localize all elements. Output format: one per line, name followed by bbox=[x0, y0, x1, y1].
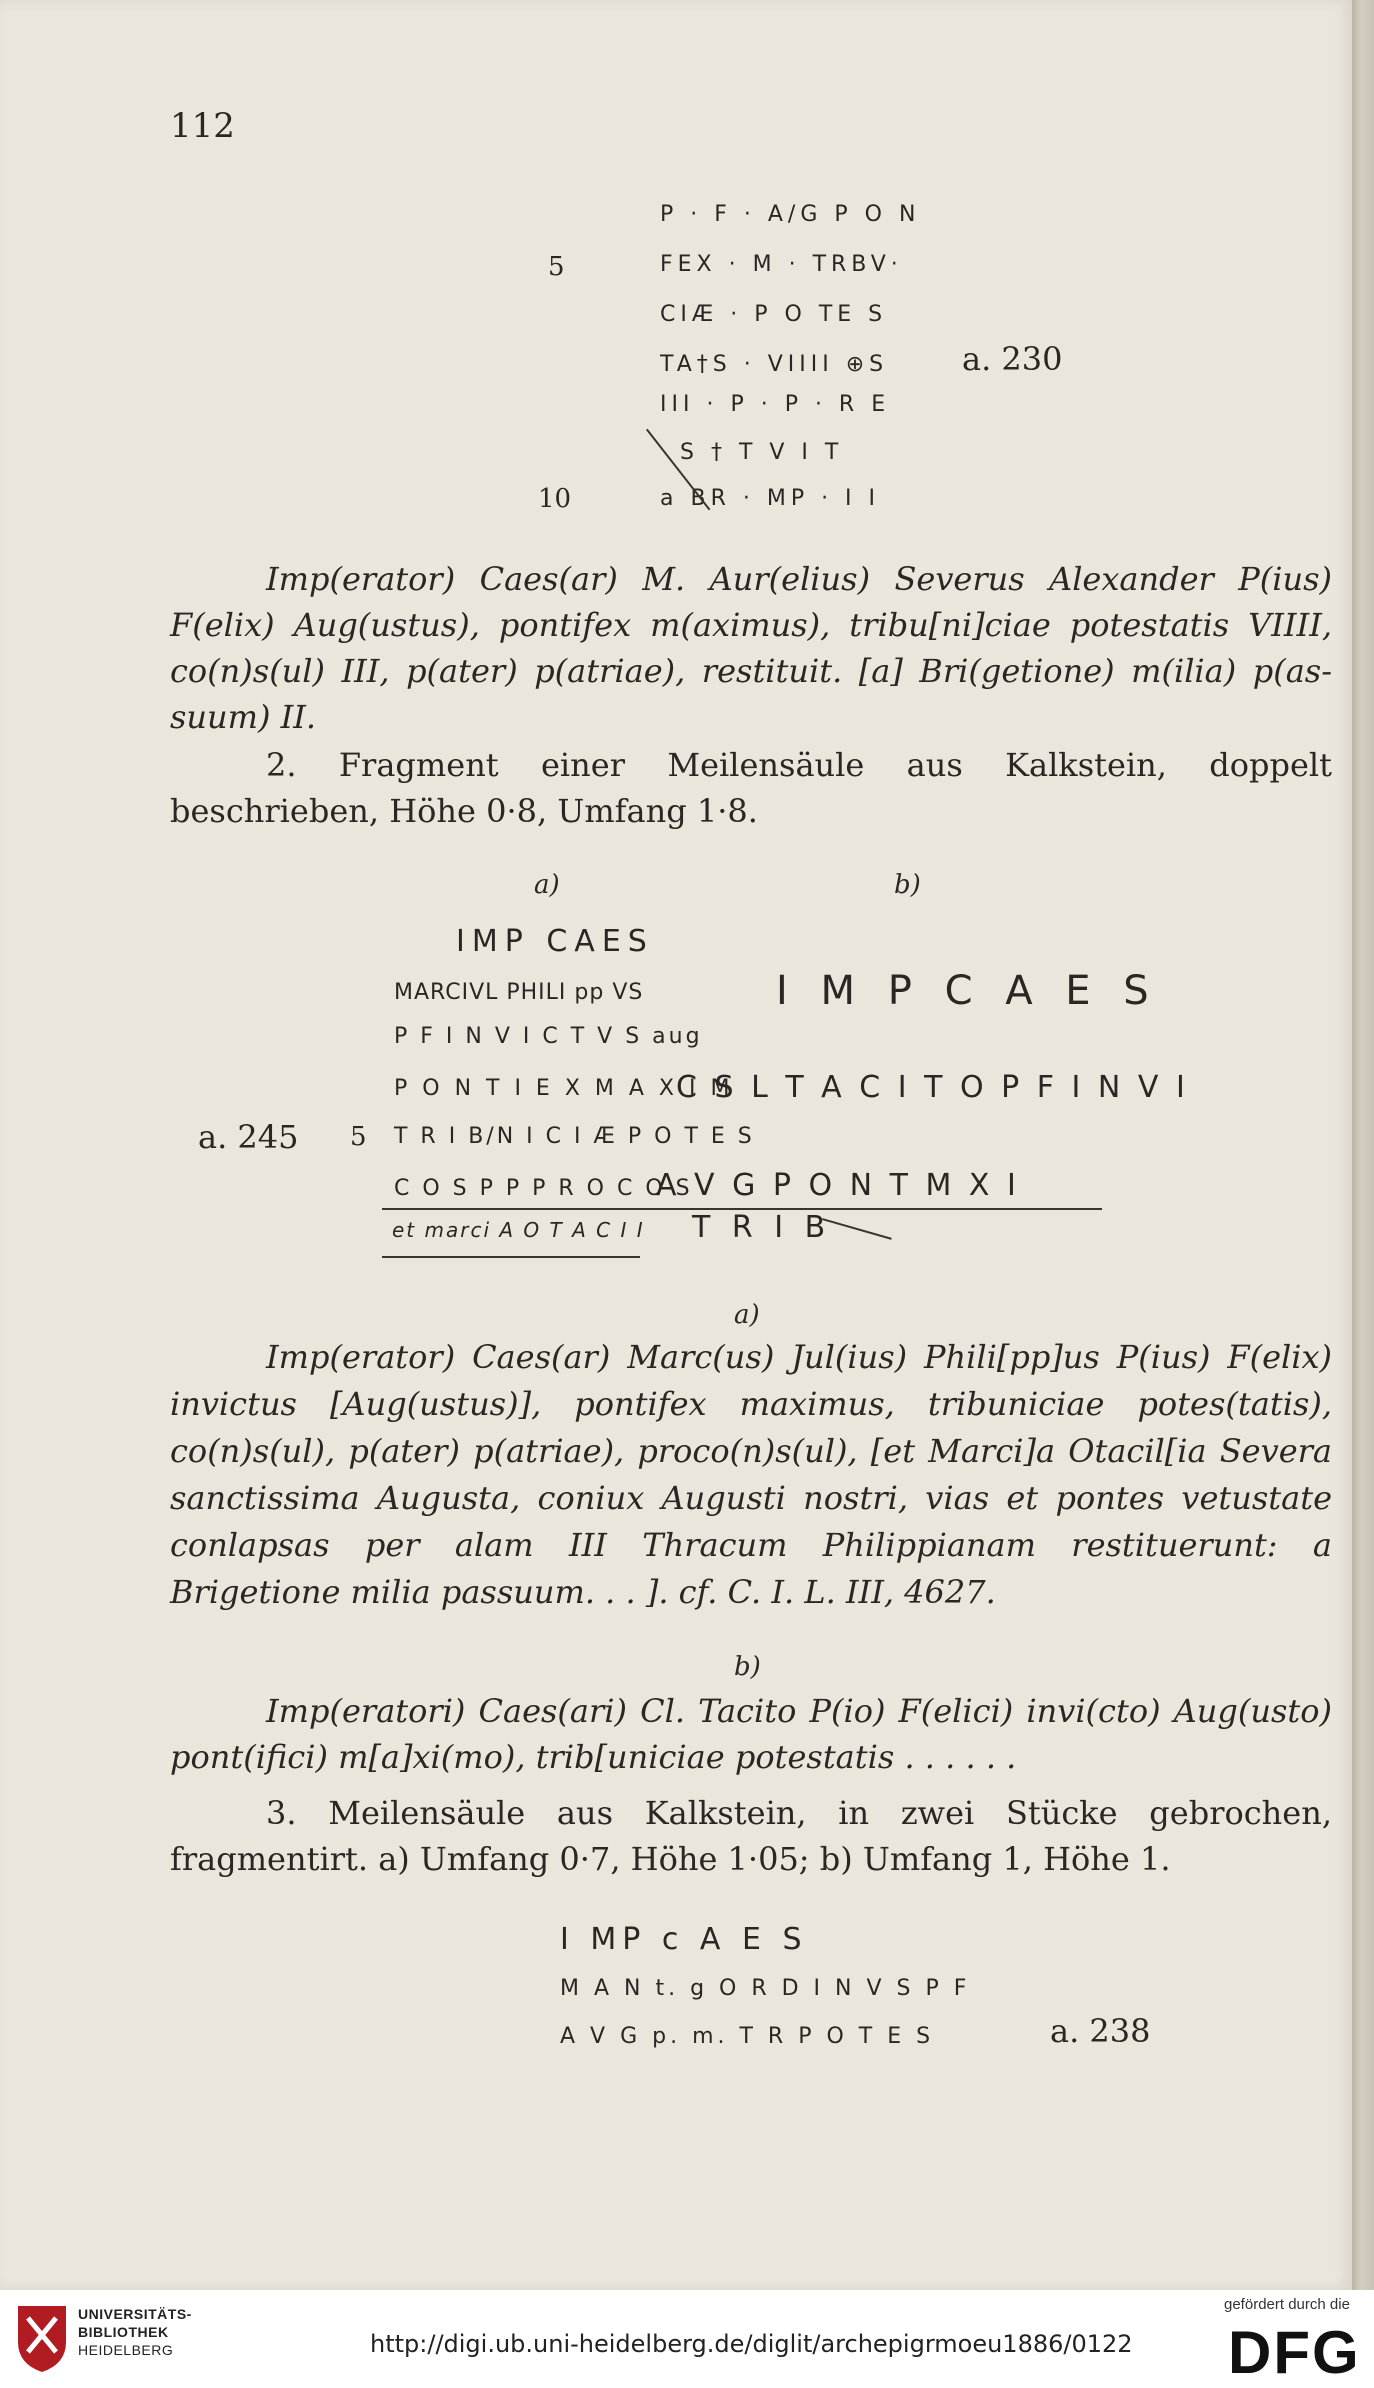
insc3-line: I MP c A E S bbox=[560, 1922, 808, 1957]
insc1-line: P · F · A/G P O N bbox=[660, 202, 921, 227]
insc2-underline bbox=[382, 1256, 640, 1258]
page-number: 112 bbox=[170, 106, 235, 146]
insc2a-line: IMP CAES bbox=[456, 924, 654, 959]
insc2b-line: T R I B bbox=[692, 1210, 832, 1245]
insc2a-line: P F I N V I C T V S aug bbox=[394, 1024, 703, 1049]
paragraph-transcription-2b: Imp(eratori) Caes(ari) Cl. Tacito P(io) F(elici) invi(cto) Aug(usto) pont(ifici) m[a]xi(mo), trib[uniciae potestatis . . . . . . bbox=[170, 1692, 1332, 1776]
insc1-line: CIÆ · P O TE S bbox=[660, 302, 888, 327]
paragraph-transcription-2a: Imp(erator) Caes(ar) Marc(us) Jul(ius) Phili[pp]us P(ius) F(elix) invictus [Aug(ustus)], pontifex maximus, tribuniciae potes(tatis), co(n)s(ul), p(ater) p(atriae), proco(n)s(ul), [et Marci]a Otacil[ia Severa sanctissima Augusta, coniux Augusti nostri, vias et pontes vetustate conlapsas per alam III Thracum Philippianam restituerunt: a Brigetione milia passuum. . . ]. cf. C. I. L. III, 4627. bbox=[170, 1338, 1332, 1611]
insc1-line-number: 10 bbox=[538, 484, 572, 514]
insc1-date: a. 230 bbox=[962, 340, 1063, 378]
insc1-line: III · P · P · R E bbox=[660, 392, 891, 417]
insc2b-line: C S L T A C I T O P F I N V I bbox=[676, 1070, 1189, 1105]
insc1-line: FEX · M · TRBV· bbox=[660, 252, 903, 277]
paragraph-description-3: 3. Meilensäule aus Kalkstein, in zwei Stücke gebrochen, fragmentirt. a) Umfang 0·7, Höhe 1·05; b) Umfang 1, Höhe 1. bbox=[170, 1794, 1332, 1878]
library-name-line: BIBLIOTHEK bbox=[78, 2324, 169, 2340]
insc2-line-number: 5 bbox=[350, 1122, 367, 1152]
label-a: a) bbox=[534, 870, 560, 900]
insc1-line: S † T V I T bbox=[680, 440, 844, 465]
insc2a-line: et marci A O T A C I I bbox=[392, 1218, 645, 1242]
paragraph-description-2: 2. Fragment einer Meilensäule aus Kalkstein, doppelt beschrieben, Höhe 0·8, Umfang 1·8. bbox=[170, 746, 1332, 830]
insc2a-line: MARCIVL PHILI pp VS bbox=[394, 980, 644, 1005]
page-edge bbox=[1352, 0, 1374, 2290]
dfg-logo: DFG bbox=[1228, 2319, 1361, 2386]
permalink-url[interactable]: http://digi.ub.uni-heidelberg.de/diglit/archepigrmoeu1886/0122 bbox=[370, 2330, 1133, 2358]
insc2-date: a. 245 bbox=[198, 1118, 299, 1156]
paragraph-transcription-1: Imp(erator) Caes(ar) M. Aur(elius) Severus Alexander P(ius) F(elix) Aug(ustus), pontifex m(aximus), tribu[ni]ciae potestatis VIIII, co(n)s(ul) III, p(ater) p(atriae), restituit. [a] Bri(getione) m(ilia) p(as-suum) II. bbox=[170, 560, 1332, 736]
insc2a-line: P O N T I E X M A X I M bbox=[394, 1076, 734, 1101]
sponsor-caption: gefördert durch die bbox=[1224, 2296, 1350, 2313]
insc2a-line: T R I B/N I C I Æ P O T E S bbox=[394, 1124, 755, 1149]
library-name-line: UNIVERSITÄTS- bbox=[78, 2306, 192, 2322]
insc3-line: M A N t. g O R D I N V S P F bbox=[560, 1976, 971, 2001]
university-seal-icon bbox=[14, 2302, 70, 2376]
insc2b-line: A V G P O N T M X I bbox=[656, 1168, 1020, 1203]
label-b-transcription: b) bbox=[734, 1652, 761, 1682]
insc1-line: a BR · MP · I I bbox=[660, 486, 881, 511]
insc2a-line: C O S P P P R O C O S bbox=[394, 1176, 693, 1201]
label-a-transcription: a) bbox=[734, 1300, 760, 1330]
insc3-date: a. 238 bbox=[1050, 2012, 1151, 2050]
label-b: b) bbox=[894, 870, 921, 900]
insc1-line-number: 5 bbox=[548, 252, 565, 282]
library-name-line: HEIDELBERG bbox=[78, 2342, 174, 2358]
insc1-line: TA†S · VIIII ⊕S bbox=[660, 352, 889, 377]
insc3-line: A V G p. m. T R P O T E S bbox=[560, 2024, 935, 2049]
insc2b-line: I M P C A E S bbox=[776, 968, 1159, 1014]
